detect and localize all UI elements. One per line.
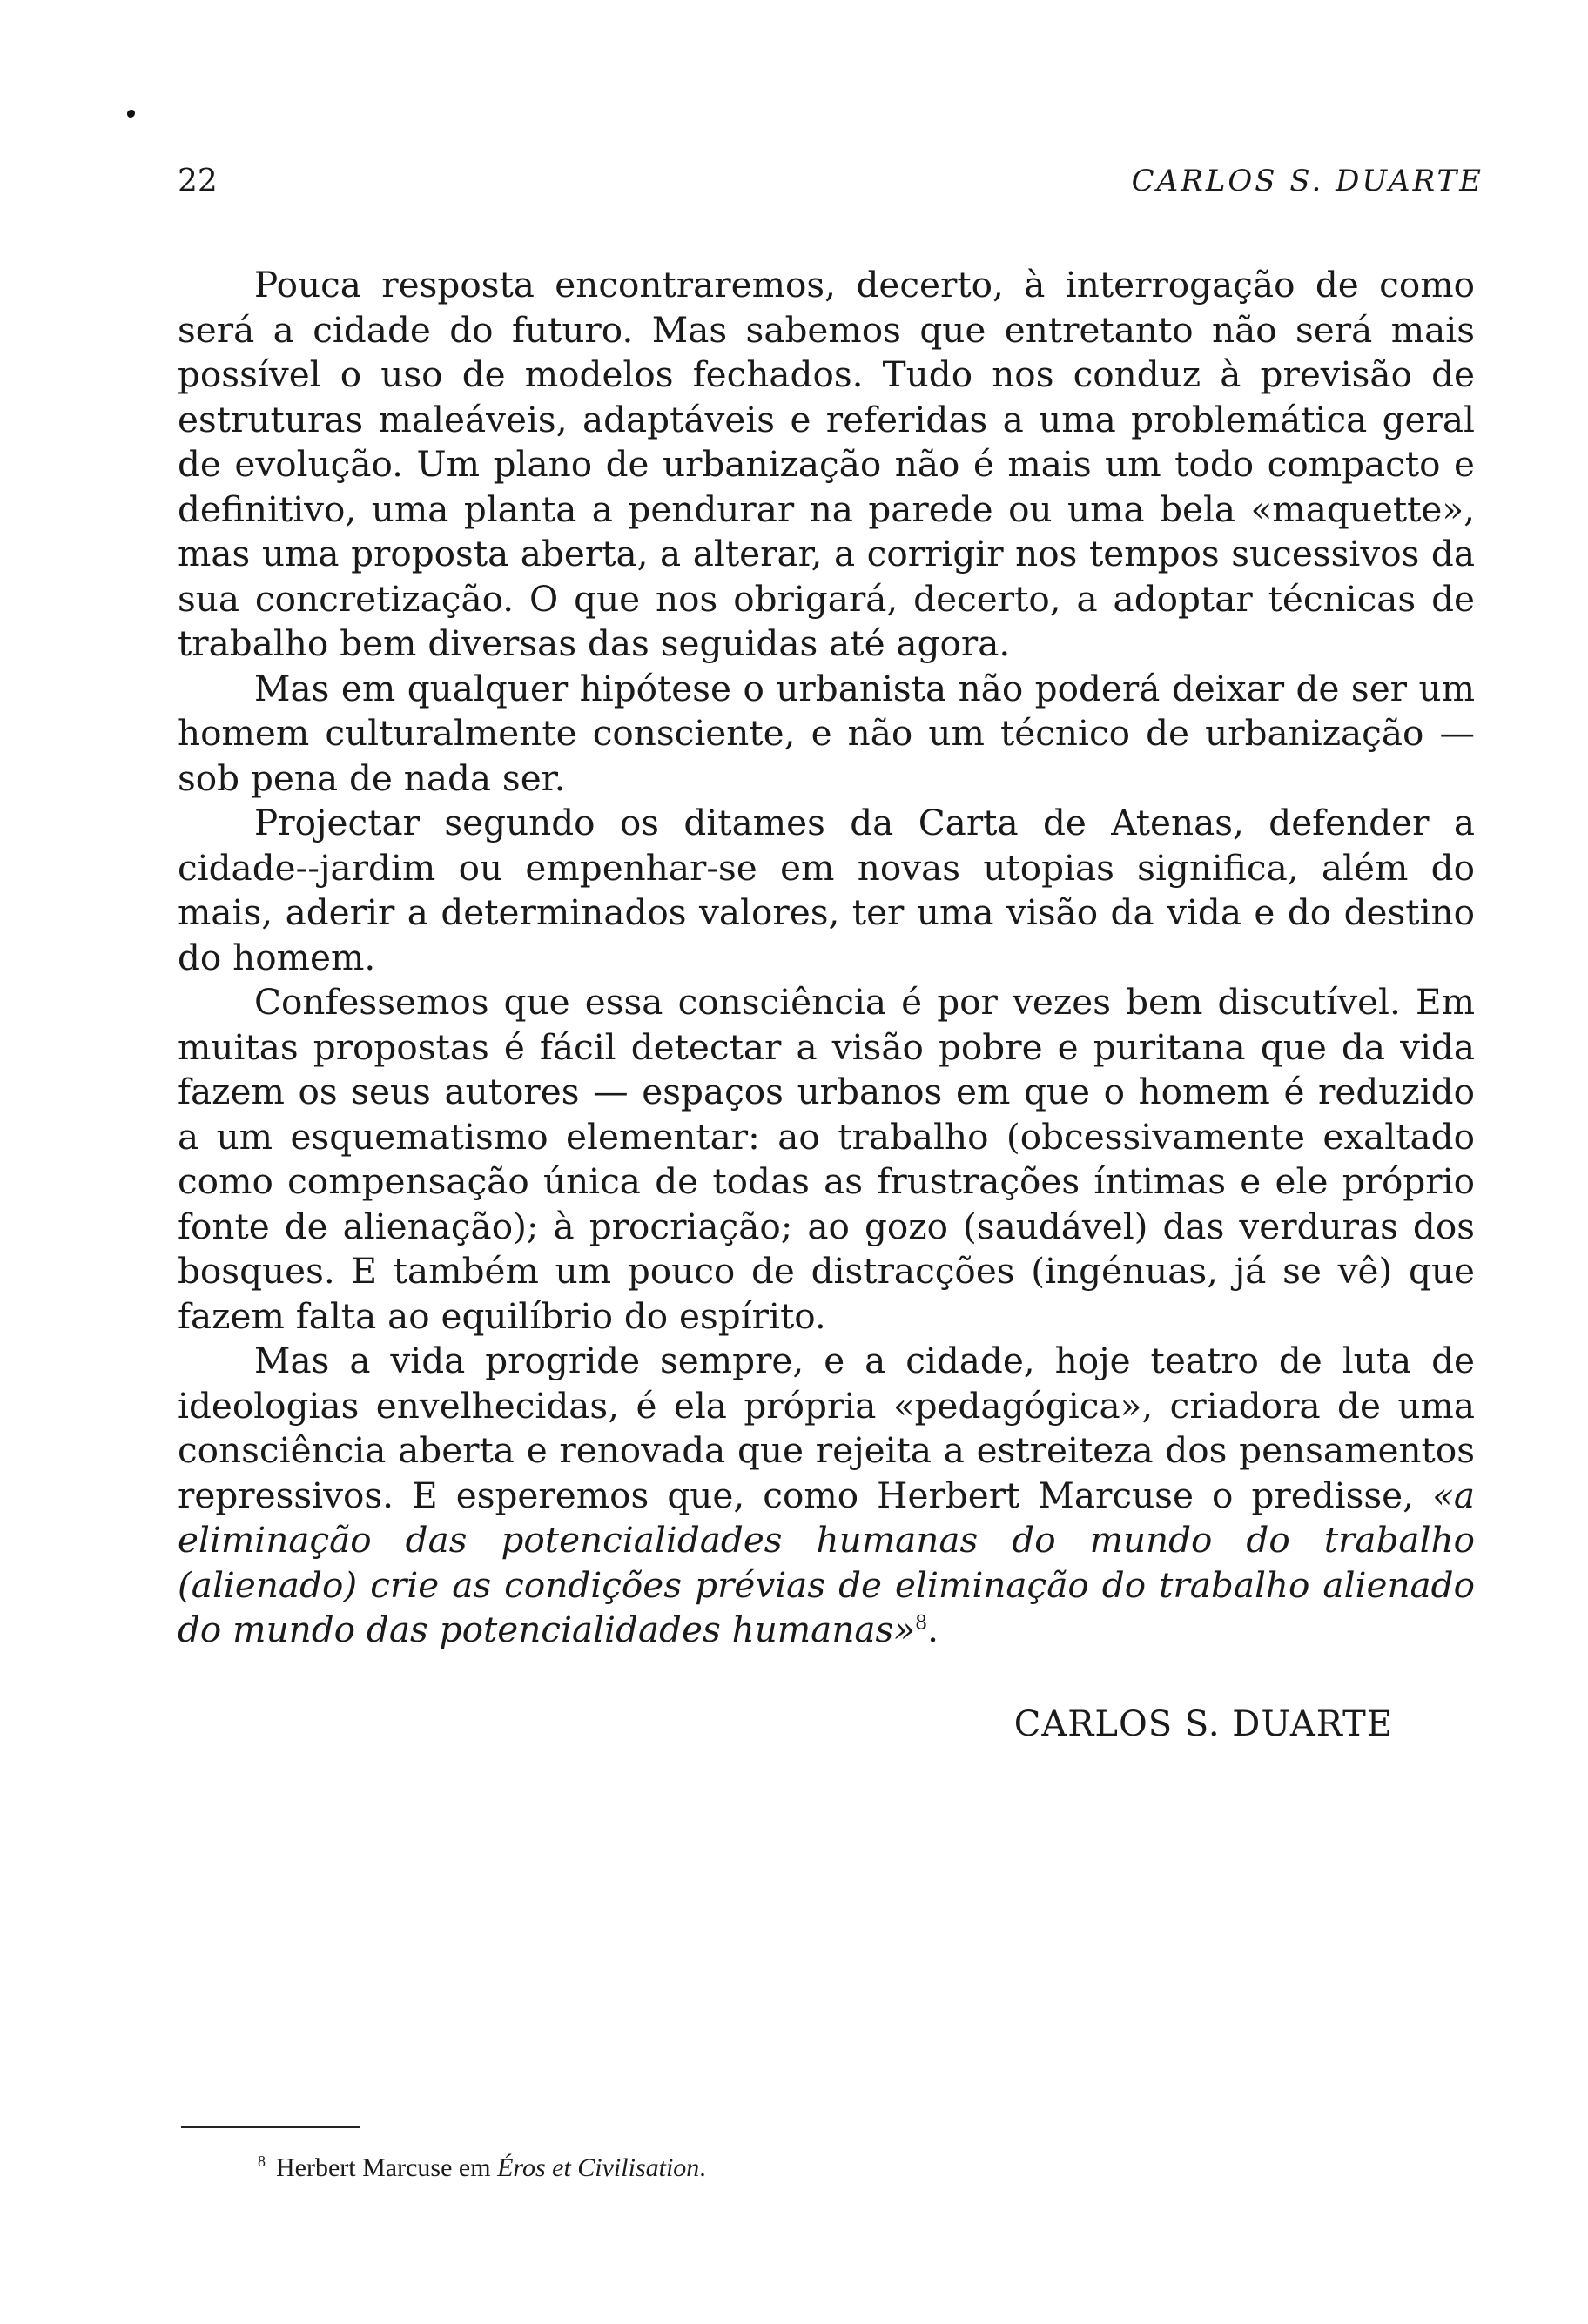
paragraph-3: Projectar segundo os ditames da Carta de Atenas, defender a cidade--jardim ou empenhar-se em novas utopias significa, além do mais, aderir a determinados valores, ter uma visão da vida e do destino do homem. <box>178 802 1475 978</box>
paragraph-2: Mas em qualquer hipótese o urbanista não poderá deixar de ser um homem culturalmente consciente, e não um técnico de urbanização — sob pena de nada ser. <box>178 667 1475 799</box>
paragraph-1: Pouca resposta encontraremos, decerto, à interrogação de como será a cidade do futuro. Mas sabemos que entretanto não será mais possível o uso de modelos fechados. Tudo nos conduz à previsão de estruturas maleáveis, adaptáveis e referidas a uma problemática geral de evolução. Um plano de urbanização não é mais um todo compacto e definitivo, uma planta a pendurar na parede ou uma bela «maquette», mas uma proposta aberta, a alterar, a corrigir nos tempos sucessivos da sua concretização. O que nos obrigará, decerto, a adoptar técnicas de trabalho bem diversas das seguidas até agora. <box>178 264 1475 664</box>
footnote-end: . <box>699 2153 706 2182</box>
page-number: 22 <box>178 164 218 199</box>
author-signature: CARLOS S. DUARTE <box>1013 1704 1393 1744</box>
paragraph-5 <box>178 1339 1475 1653</box>
footnote-reference: 8 <box>915 1612 928 1635</box>
footnote <box>258 2153 706 2183</box>
footnote-divider <box>181 2126 360 2128</box>
footnote-number: 8 <box>258 2153 266 2170</box>
running-title: CARLOS S. DUARTE <box>1131 164 1484 198</box>
body-text <box>178 263 1475 1653</box>
marcuse-quote: «a eliminação das potencialidades humanas do mundo do trabalho (alienado) crie as condições prévias de eliminação do trabalho alienado do mundo das potencialidades humanas» <box>178 1474 1476 1650</box>
end-punctuation: . <box>927 1609 939 1650</box>
footnote-text: Herbert Marcuse em <box>276 2153 491 2182</box>
paragraph-5-text: Mas a vida progride sempre, e a cidade, hoje teatro de luta de ideologias envelhecidas, é ela própria «pedagógica», criadora de uma consciência aberta e renovada que rejeita a estreiteza dos pensamentos repressivos. E esperemos que, como Herbert Marcuse o predisse, <box>178 1340 1475 1516</box>
paragraph-4: Confessemos que essa consciência é por vezes bem discutível. Em muitas propostas é fácil detectar a visão pobre e puritana que da vida fazem os seus autores — espaços urbanos em que o homem é reduzido a um esquematismo elementar: ao trabalho (obcessivamente exaltado como compensação única de todas as frustrações íntimas e ele próprio fonte de alienação); à procriação; ao gozo (saudável) das verduras dos bosques. E também um pouco de distracções (ingénuas, já se vê) que fazem falta ao equilíbrio do espírito. <box>178 981 1475 1337</box>
running-header <box>178 164 1484 207</box>
footnote-book-title: Éros et Civilisation <box>497 2153 700 2182</box>
ink-speck <box>127 110 135 118</box>
